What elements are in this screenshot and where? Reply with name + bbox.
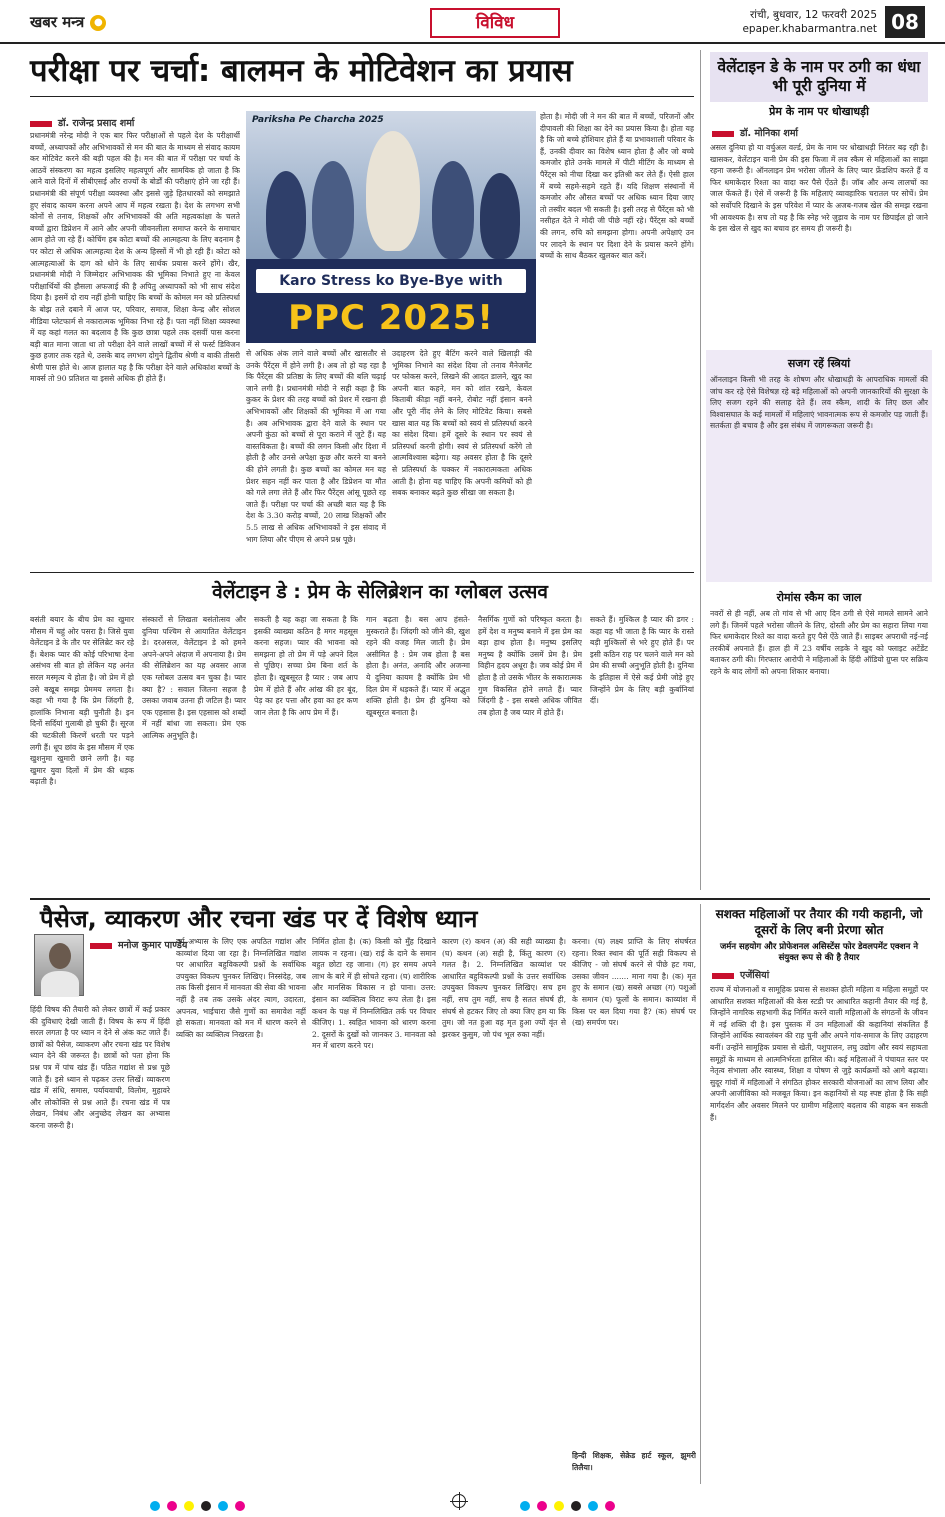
sidebar-bottom-byline: एजेंसियां (712, 968, 769, 981)
cyan-dot-icon (520, 1501, 530, 1511)
photo-person (312, 161, 354, 259)
exam-teacher-credit: हिन्दी शिक्षक, सेक्रेड हार्ट स्कूल, झुमरी तिलैया। (572, 1451, 696, 1472)
sidebar-bottom-subhead: जर्मन सहयोग और प्रोफेशनल असिस्टेंस फोर डेवलपमेंट एक्शन ने संयुक्त रूप से की है तैयार (719, 942, 919, 963)
feature-headline: वेलेंटाइन डे : प्रेम के सेलिब्रेशन का ग्लोबल उत्सव (212, 581, 548, 603)
lead-column-1: प्रधानमंत्री नरेन्द्र मोदी ने एक बार फिर परीक्षाओं से पहले देश के परीक्षार्थी बच्चों, अध्यापकों और अभिभावकों से मन की बात के माध्यम से संवाद कायम कर मोटिवेट करने की बड़ी पहल की है। मन की बात में परीक्षा पर चर्चा के आठवें संस्करण का महत्व इसलिए महत्वपूर्ण और सामयिक हो जाता है कि आने वाले दिनों में सीबीएसई और राज्यों के बोर्डों की परीक्षाएं होने जा रही हैं। प्रधानमंत्री की संपूर्ण परीक्षा व्यवस्था और इससे जुड़े हितधारकों को समझाते हुए संवाद कायम करना अपने आप में महत्व रखता है। देश के लगभग सभी कोनों से तनाव, शिक्षकों और अभिभावकों की अति महत्वकांक्षा के चलते बच्चों द्वारा डिप्रेशन में आने और अपनी जीवनलीला समाप्त करने के समाचार आम होते जा रहे हैं। कोचिंग हब कोटा बच्चों की आत्महत्या के लिए बदनाम है पर कोटा से अधिक आत्महत्या देश के अन्य हिस्सों में भी हो रही हैं। कोटा को आत्महत्याओं के दाग को धोने के लिए सार्थक प्रयास करने होंगे। खैर, प्रधानमंत्री मोदी ने जिम्मेदार अभिभावक की भूमिका निभाते हुए ना केवल परीक्षार्थियों की हौसला अफजाई की है अपितु अध्यापकों को भी साथ संदेश दिया है। इसमें दो राय नहीं होनी चाहिए कि बच्चों के कोमल मन को प्रतिस्पर्धा के बोझ तले दबाने में आज पर, परिवार, समाज, शिक्षा केन्द्र और सोशल मीडिया प्लेटफार्म से नकारात्मक भूमिका निभा रहे हैं। पता नहीं शिक्षा व्यवस्था में यह कहां गलत का बदलाव है कि कुछ छात्रा पहले तक दसवीं पास करना बड़ी बात माना जाता था तो परीक्षा देने वाले लाखों बच्चों में से फर्स्ट डिविजन कुछ हजार तक रहते थे, उसके बाद लगभग दोगुने द्वितीय श्रेणी व बाकी तीसरी श्रेणी पास होते थे। आज हालात यह है कि परीक्षा देने वाले अधिकांश बच्चों के मार्क्स तो 90 प्रतिशत या इससे अधिक ही होते हैं। (30, 131, 240, 384)
photo-person-center (366, 131, 420, 251)
exam-headline: पैसेज, व्याकरण और रचना खंड पर दें विशेष ध्यान (40, 905, 478, 933)
feature-column-1: बसंती बयार के बीच प्रेम का खुमार मौसम में चहुं ओर पसरा है। जिसे युवा वेलेंटाइन डे के तौर पर सेलिब्रेट कर रहे हैं। बेशक प्यार की कोई परिभाषा देना असंभव सी बात हो लेकिन यह अनंत सरल मस्मृत्य ये होता है। जो प्रेम में हो उसे बखूब समझ प्रेममय लगता है। कहा भी गया है कि प्रेम जिंदगी है, हालांकि निभाना बड़ी चुनौती है। इन दिनों सर्दियां गुलाबी हो चुकी हैं। सूरज की चटकीली किरणें धरती पर पड़ने लगी हैं। धूप छांव के इस मौसम में एक खुशनुमा खुमारी छाने लगी है। यह खुमार युवा दिलों में प्रेम की धड़क बढ़ाती है। (30, 615, 134, 787)
lead-column-3: उदाहरण देते हुए बैटिंग करने वाले खिलाड़ी की भूमिका निभाने का संदेश दिया तो तनाव मैनेजमेंट पर फोकस करने, लिखने की आदत डालने, खुद का अपनी बात कहने, मन को शांत रखने, केवल किताबी कीड़ा नहीं बनने, रोबोट नहीं इंसान बनने और पूरी नींद लेने के लिए मोटिवेट किया। सबसे खास बात यह कि बच्चों को स्वयं से प्रतिस्पर्धा करने का संदेश दिया। हमें दूसरे के स्थान पर स्वयं से प्रतिस्पर्धा करनी होगी। स्वयं से प्रतिस्पर्धा करेंगे तो आत्मविश्वास बढ़ेगा। यह अवसर होता है कि दूसरे से प्रतिस्पर्धा के चक्कर में नकारात्मकता अधिक आती है। होना यह चाहिए कि अपनी कमियों को ही सबक बनाकर बढ़ते कुछ सीखा जा सकता है। (392, 349, 532, 498)
feature-rule (30, 572, 694, 573)
cyan-dot-icon (588, 1501, 598, 1511)
feature-column-6: सकते हैं। मुश्किल है प्यार की डगर : कहा यह भी जाता है कि प्यार के रास्ते बड़ी मुश्किलों से भरे हुए होते हैं। पर इसी कठिन राह पर चलने वाले मन को प्रेम की सच्ची अनुभूति होती है। दुनिया के इतिहास में ऐसे कई प्रेमी जोड़े हुए जिन्होंने प्रेम के लिए बड़ी कुर्बानियां दीं। (590, 615, 694, 706)
ppc-photo (246, 111, 536, 343)
exam-column-3: निर्मित होता है। (क) किसी को मुँह दिखाने लायक न रहना। (ख) राई के दाने के समान बहुत छोटा रह जाना। (ग) हर समय अपने लाभ के बारे में ही सोचते रहना। (घ) शारीरिक और मानसिक विकास न हो पाना। उत्तर: इंसान का व्यक्तित्व विराट रूप लेता है। इस कथन के पक्ष में निम्नलिखित तर्क पर विचार कीजिए। 1. स्वहित भावना को धारण करना 2. दूसरों के दुखों को जानकर 3. मानवता को मन में धारण करने पर। (312, 937, 436, 1051)
dateline (742, 8, 877, 36)
sidebar-box-2-title: रोमांस स्कैम का जाल (776, 591, 862, 604)
sidebar-bottom-headline: सशक्त महिलाओं पर तैयार की गयी कहानी, जो दूसरों के लिए बनी प्रेरणा स्रोत (715, 907, 923, 937)
portrait-head (49, 943, 71, 969)
sidebar-bottom-divider (700, 904, 701, 1484)
feature-column-5: नैसर्गिक गुणों को परिष्कृत करता है। हमें देश व मनुष्य बनाने में इस प्रेम का बड़ा हाथ होता है। मनुष्य इसलिए मनुष्य है क्योंकि उसमें प्रेम है। प्रेम विहीन हृदय अधूरा है। जब कोई प्रेम में होता है तो उसके भीतर के सकारात्मक गुण विकसित होने लगते हैं। प्यार जिंदगी है - इस सबसे अधिक जीवित तब होता है जब प्यार में होते हैं। (478, 615, 582, 717)
cyan-dot-icon (150, 1501, 160, 1511)
section-rule (30, 898, 930, 900)
registration-crosshair-icon (452, 1494, 466, 1508)
edition-date: रांची, बुधवार, 12 फरवरी 2025 (749, 9, 877, 21)
yellow-dot-icon (554, 1501, 564, 1511)
exam-byline: मनोज कुमार पाण्डेय (90, 938, 187, 951)
ppc-banner (246, 259, 536, 343)
feature-column-4: गान बढ़ता है। बस आप हंसते-मुस्कराते हैं। जिंदगी को जीने की, खुश रहने की वजह मिल जाती है। प्रेम असीमित है : प्रेम जब होता है बस होता है। अनंत, अनादि और अजन्मा ये दुनिया कायम है क्योंकि प्रेम भी दिल प्रेम में धड़कते हैं। प्यार में अद्भुत शक्ति होती है। प्रेम ही दुनिया को खूबसूरत बनाता है। (366, 615, 470, 717)
color-registration-right (520, 1495, 622, 1507)
feature-column-3: सकती है यह कहा जा सकता है कि इसकी व्याख्या कठिन है मगर महसूस करना सहज। प्यार की भावना को समझना हो तो प्रेम में पड़े अपने दिल से पूछिए। सच्चा प्रेम बिना शर्त के होता है। खूबसूरत है प्यार : जब आप प्रेम में होते हैं और आंख की हर बूंद, पेड़ का हर पत्ता और हवा का हर कण जान लेता है कि आप प्रेम में हैं। (254, 615, 358, 717)
lead-rule (30, 96, 694, 97)
section-label: विविध (430, 8, 560, 38)
banner-tagline: Karo Stress ko Bye-Bye with (256, 269, 526, 293)
lead-byline: डॉ. राजेन्द्र प्रसाद शर्मा (30, 116, 134, 129)
sidebar-box-1-title: सजग रहें स्त्रियां (787, 357, 851, 370)
magenta-dot-icon (605, 1501, 615, 1511)
sidebar-divider (700, 50, 701, 890)
lead-column-2: से अधिक अंक लाने वाले बच्चों और खासतौर से उनके पैरेंट्स में होने लगी है। अब तो हो यह रहा है कि पैरेंट्स की प्रतिष्ठा के लिए बच्चों की बलि चढ़ाई जाने लगी है। प्रधानमंत्री मोदी ने सही कहा है कि कुकर के प्रेशर की तरह बच्चों को प्रेशर में रखना ही अभिभावकों और शिक्षकों की भूमिका में आ गया है। अब अभिभावक द्वारा देने वाले के स्थान पर अपनी कुंठा को बच्चों से पूरा कराने में जुटे हैं। यह वास्तविकता है। बच्चों की लगन किसी और दिशा में होती है और उनसे अपेक्षा कुछ और करने या बनने की होने लगती है। कुछ बच्चों का कोमल मन यह प्रेशर सहन नहीं कर पाता है और डिप्रेशन या मौत को गले लगा लेते हैं और फिर पैरेंट्स आंसू पूछते रह जाते हैं। परीक्षा पर चर्चा की अच्छी बात यह है कि देश के 3.30 करोड़ बच्चों, 20 लाख शिक्षकों और 5.5 लाख से अधिक अभिभावकों ने इस संवाद में भाग लिया और पीएम से अपने प्रश्न पूछे। (246, 349, 386, 544)
magenta-dot-icon (235, 1501, 245, 1511)
newspaper-logo: खबर मन्त्र ● (30, 12, 106, 32)
magenta-dot-icon (167, 1501, 177, 1511)
author-photo (34, 934, 84, 996)
logo-mark-icon: ● (90, 15, 106, 31)
sidebar-byline: डॉ. मोनिका शर्मा (712, 126, 798, 139)
black-dot-icon (571, 1501, 581, 1511)
exam-column-1: हिंदी विषय की तैयारी को लेकर छात्रों में कई प्रकार की दुविधाएं देखी जाती हैं। विषय के रूप में हिंदी सरल लगता है पर ध्यान न देने से अंक कट जाते हैं। छात्रों को पैसेज, व्याकरण और रचना खंड पर विशेष ध्यान देने की जरूरत है। छात्रों को पता होना कि प्रश्न पत्र में पांच खंड हैं। पठित गद्यांश से प्रश्न पूछे जाते हैं। इसे ध्यान से पढ़कर उत्तर लिखें। व्याकरण खंड में संधि, समास, पर्यायवाची, विलोम, मुहावरे और लोकोक्ति से प्रश्न आते हैं। रचना खंड में पत्र लेखन, निबंध और अनुच्छेद लेखन का अभ्यास करना जरूरी है। (30, 1005, 170, 1130)
photo-person-right (480, 173, 520, 259)
feature-column-2: संस्कारों से लिखता बसंतोत्सव और दुनिया पश्चिम से आयातित वेलेंटाइन डे। दरअसल, वेलेंटाइन डे को हमने अपने-अपने अंदाज में अपनाया है। प्रेम की सेलिब्रेशन का यह अवसर आज एक ग्लोबल उत्सव बन चुका है। प्यार क्या है? : सवाल जितना सहज है उसका जवाब उतना ही जटिल है। प्यार एक एहसास है। इस एहसास को शब्दों में नहीं बांधा जा सकता। प्रेम एक आत्मिक अनुभूति है। (142, 615, 246, 740)
portrait-body (41, 971, 79, 997)
banner-title: PPC 2025! (288, 298, 494, 338)
black-dot-icon (201, 1501, 211, 1511)
sidebar-box-1-body: ऑनलाइन किसी भी तरह के शोषण और धोखाधड़ी के आपराधिक मामलों की जांच कर रहे ऐसे विशेषज्ञ रहे बड़े महिलाओं को अपनी जानकारियों की सुरक्षा के लिए सजग रहने की सलाह देते हैं। लव स्कैम, शादी के लिए छल और विश्वासघात के कई मामलों में महिलाएं भावनात्मक रूप से कमजोर पड़ जाती हैं। सतर्कता ही बचाव है और इस संबंध में जागरूकता जरूरी है। (710, 375, 928, 431)
lead-column-4: होता है। मोदी जी ने मन की बात में बच्चों, परिजनों और दीपावली की शिक्षा का देने का प्रयास किया है। होता यह है कि जो बच्चे होशियार होते हैं या प्रभावशाली परिवार के हैं, उनकी दीवार का विशेष ध्यान होता है और जो बच्चे कमजोर होते उनके मामले में पीटी मीटिंग के माध्यम से पैरेंट्स को नीचा दिखा कर इतिश्री कर लेते हैं। ऐसी हाल में बच्चे सहमे-सहमे रहते हैं। यदि शिक्षण संस्थानों में कमजोर और औसत बच्चों पर अधिक ध्यान दिया जाए तो तस्वीर बदल भी सकती है। इसी तरह से पैरेंट्स को भी नसीहत देते ने मोदी जी पीछे नहीं रहे। पैरेंट्स को बच्चों की लगन, रुचि को समझना होगा। अपनी अपेक्षाएं उन पर लादने के स्थान पर दिशा देने के प्रयास करने होंगे। बच्चों के साथ बैठकर खुलकर बात करें। (540, 112, 694, 261)
sidebar-bottom-body: राज्य में योजनाओं व सामूहिक प्रयास से सशक्त होती महिला व महिला समूहों पर आधारित सशक्त महिलाओं की केस स्टडी पर आधारित कहानी तैयार की गई है, जिन्होंने नागरिक सहभागी केंद्र निर्मित करने वाली महिलाओं के संगठनों के जीवन में नई शक्ति दी है। इस पुस्तक में उन महिलाओं की कहानियां संकलित हैं जिन्होंने आर्थिक स्वावलंबन की राह चुनी और अपने गांव-समाज के लिए उदाहरण बनीं। उन्होंने सामूहिक प्रयास से खेती, पशुपालन, लघु उद्योग और स्वयं सहायता समूहों के माध्यम से आत्मनिर्भरता हासिल की। कई महिलाओं ने पंचायत स्तर पर नेतृत्व संभाला और स्वास्थ्य, शिक्षा व पोषण से जुड़े कार्यक्रमों को आगे बढ़ाया। सुदूर गांवों में महिलाओं ने संगठित होकर सरकारी योजनाओं का लाभ लिया और अपनी आजीविका को मजबूत किया। इन कहानियों से यह स्पष्ट होता है कि सही मार्गदर्शन और अवसर मिलने पर ग्रामीण महिलाएं बदलाव की वाहक बन सकती हैं। (710, 985, 928, 1122)
photo-person (432, 161, 474, 259)
sidebar-box-2-body: नवरों से ही नहीं, अब तो गांव से भी आए दिन ठगी से ऐसे मामले सामने आने लगे हैं। जिनमें पहले भरोसा जीतने के लिए, दोस्ती और प्रेम का सहारा लिया गया फिर धमाकेदार रिश्ते का वादा करते हुए पैसे ऐंठे जाते हैं। साइबर अपराधी नई-नई तरकीबें अपनाते हैं। हाल ही में 23 वर्षीय लड़के ने खुद को फ्लाइट अटेंडेंट बताकर ठगी की। गिरफ्तार आरोपी ने महिलाओं के हिंदी ऑडियो ग्रुप्स पर सक्रिय रहने के बाद लोगों को अपना शिकार बनाया। (710, 609, 928, 676)
lead-headline: परीक्षा पर चर्चा: बालमन के मोटिवेशन का प्रयास (30, 53, 573, 89)
exam-column-5: करना। (घ) लक्ष्य प्राप्ति के लिए संघर्षरत रहना। रिक्त स्थान की पूर्ति सही विकल्प से कीजिए - जो संघर्ष करने से पीछे हट गया, उसका जीवन ....... माना गया है। (क) मृत हुए के समान (ख) सबसे अच्छा (ग) पशुओं के समान (घ) फूलों के समान। काव्यांश में किस पर बल दिया गया है? (क) संघर्ष पर (ख) समर्पण पर। (572, 937, 696, 1028)
page-number: 08 (885, 6, 925, 38)
cyan-dot-icon (218, 1501, 228, 1511)
magenta-dot-icon (537, 1501, 547, 1511)
edition-website: epaper.khabarmantra.net (742, 23, 877, 35)
photo-person-left (266, 171, 306, 259)
sidebar-body: असल दुनिया हो या वर्चुअल वर्ल्ड, प्रेम के नाम पर धोखाधड़ी निरंतर बढ़ रही है। खासकर, वेलेंटाइन यानी प्रेम की इस फिजा में लव स्कैम से महिलाओं का साझा रहना जरूरी है। ऑनलाइन प्रेम भरोसा जीतने के लिए प्यार फ्रेंडशिप करते हैं व फिर धमाकेदार रिश्ता का वादा कर पैसे ऐंठते हैं। जॉब और अन्य लालचों का जाल फेंकते हैं। ऐसे में जरूरी है कि महिलाएं व्यावहारिक चरातल पर सोचें। प्रेम को सर्वोपरि दिखाने के इस परिवेश में प्यार के अजब-गजब खेल की समझ रखना भी आवश्यक है। सच तो यह है कि स्नेह भरे जुड़ाव के नाम पर छिपाईल हो जाने के इस खेल से खुद का बचाव हर समय ही जरूरी है। (710, 143, 928, 234)
color-registration-left (150, 1495, 252, 1507)
exam-column-2: वर्ग अभ्यास के लिए एक अपठित गद्यांश और काव्यांश दिया जा रहा है। निम्नलिखित गद्यांश पर आधारित बहुविकल्पी प्रश्नों के सर्वाधिक उपयुक्त विकल्प चुनकर लिखिए। निस्संदेह, जब तक किसी इंसान में मानवता की सेवा की भावना नहीं है तब तक उसके अंदर त्याग, उदारता, अपनत्व, भाईचारा जैसे गुणों का समावेश नहीं हो सकता। मानवता को मन में धारण करने से व्यक्ति का व्यक्तित्व निखरता है। (176, 937, 306, 1039)
exam-column-4: कारण (र) कथन (अ) की सही व्याख्या है। (घ) कथन (अ) सही है, किंतु कारण (र) गलत है। 2. निम्नलिखित काव्यांश पर आधारित बहुविकल्पी प्रश्नों के उत्तर सर्वाधिक उपयुक्त विकल्प चुनकर लिखिए। सच हम नहीं, सच तुम नहीं, सच है सतत संघर्ष ही, संघर्ष से हटकर जिए तो क्या जिए हम या कि तुम। जो नत हुआ वह मृत हुआ ज्यों वृंत से झरकर कुसुम, जो पंथ भूल रुका नहीं। (442, 937, 566, 1039)
sidebar-headline: वेलेंटाइन डे के नाम पर ठगी का धंधा भी पूरी दुनिया में (710, 52, 928, 102)
yellow-dot-icon (184, 1501, 194, 1511)
sidebar-subhead: प्रेम के नाम पर धोखाधड़ी (769, 105, 869, 118)
photo-tag: Pariksha Pe Charcha 2025 (252, 115, 384, 125)
masthead (0, 0, 945, 44)
